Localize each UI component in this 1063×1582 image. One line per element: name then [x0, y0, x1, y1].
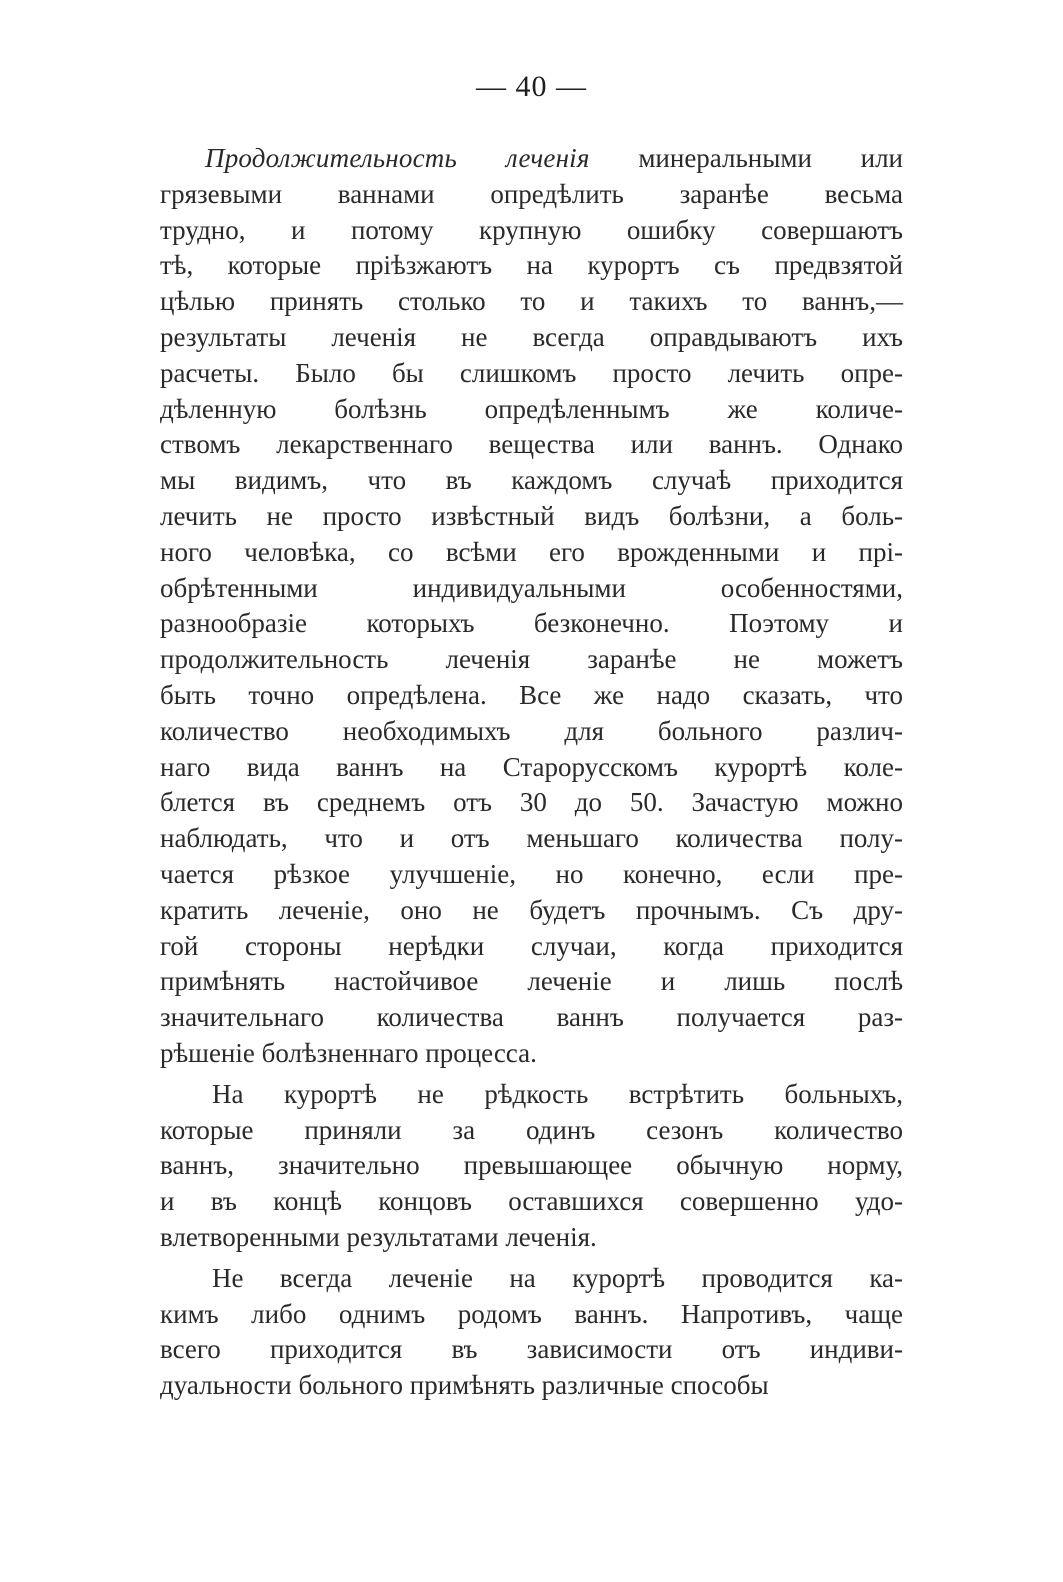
line-text: значительнаго количества ваннъ получается раз-: [160, 1002, 903, 1033]
text-line: [160, 1148, 903, 1184]
text-line: [160, 141, 903, 177]
text-line: [160, 427, 903, 463]
line-text: наблюдать, что и отъ меньшаго количества полу-: [160, 823, 903, 854]
line-text: Не всегда леченіе на курортѣ проводится ка-: [212, 1262, 903, 1293]
text-line: [160, 1368, 903, 1404]
line-text: обрѣтенными индивидуальными особенностями,: [160, 572, 903, 603]
text-line: [160, 893, 903, 929]
text-line: [160, 1332, 903, 1368]
line-text: количество необходимыхъ для больного различ-: [160, 715, 903, 746]
line-text: всего приходится въ зависимости отъ индиви-: [160, 1334, 903, 1365]
paragraph: [160, 1077, 903, 1256]
line-text: которые приняли за одинъ сезонъ количество: [160, 1114, 903, 1145]
text-line: [160, 1077, 903, 1113]
paragraph: [160, 141, 903, 1072]
line-text: рѣшеніе болѣзненнаго процесса.: [160, 1037, 537, 1068]
text-line: [160, 714, 903, 750]
text-line: [160, 1113, 903, 1149]
text-line: [160, 392, 903, 428]
text-line: [160, 356, 903, 392]
text-line: [160, 1036, 903, 1072]
line-text: результаты леченія не всегда оправдываютъ ихъ: [160, 321, 903, 352]
line-text: ваннъ, значительно превышающее обычную норму,: [160, 1150, 903, 1181]
line-text: влетворенными результатами леченія.: [160, 1221, 597, 1252]
paragraph: [160, 1261, 903, 1404]
body-text: [160, 141, 903, 1404]
text-line: [160, 284, 903, 320]
line-text: минеральными или: [589, 143, 903, 173]
text-line: [160, 571, 903, 607]
text-line: [160, 1261, 903, 1297]
text-line: [160, 177, 903, 213]
line-text: тѣ, которые пріѣзжаютъ на курортъ съ предвзятой: [160, 250, 903, 281]
text-line: [160, 606, 903, 642]
line-text: мы видимъ, что въ каждомъ случаѣ приходится: [160, 465, 903, 496]
text-line: [160, 499, 903, 535]
text-line: [160, 964, 903, 1000]
text-line: [160, 678, 903, 714]
line-text: дуальности больного примѣнять различные способы: [160, 1370, 769, 1401]
text-line: [160, 642, 903, 678]
line-text: лечить не просто извѣстный видъ болѣзни, а боль-: [160, 500, 903, 531]
text-line: [160, 213, 903, 249]
line-text: примѣнять настойчивое леченіе и лишь послѣ: [160, 966, 903, 997]
line-text: и въ концѣ концовъ оставшихся совершенно удо-: [160, 1186, 903, 1217]
line-text: блется въ среднемъ отъ 30 до 50. Зачастую можно: [160, 787, 903, 818]
line-text: трудно, и потому крупную ошибку совершаютъ: [160, 214, 903, 245]
line-text: кратить леченіе, оно не будетъ прочнымъ. Съ дру-: [160, 894, 903, 925]
emphasized-phrase: Продолжительность леченія: [205, 143, 590, 173]
line-text: наго вида ваннъ на Старорусскомъ курортѣ коле-: [160, 751, 903, 782]
page-number: — 40 —: [476, 70, 587, 103]
text-line: [160, 463, 903, 499]
line-text: ного человѣка, со всѣми его врожденными и прі-: [160, 536, 903, 567]
line-text: На курортѣ не рѣдкость встрѣтить больныхъ,: [212, 1078, 903, 1109]
line-text: чается рѣзкое улучшеніе, но конечно, если пре-: [160, 858, 903, 889]
text-line: [160, 750, 903, 786]
text-line: [160, 1220, 903, 1256]
line-text: расчеты. Было бы слишкомъ просто лечить опре-: [160, 357, 903, 388]
text-line: [160, 320, 903, 356]
text-line: [160, 1184, 903, 1220]
line-text: цѣлью принять столько то и такихъ то ваннъ,—: [160, 286, 903, 317]
line-text: быть точно опредѣлена. Все же надо сказать, что: [160, 679, 903, 710]
text-line: [160, 248, 903, 284]
line-text: ствомъ лекарственнаго вещества или ваннъ. Однако: [160, 429, 903, 460]
line-text: продолжительность леченія заранѣе не можетъ: [160, 644, 903, 675]
line-text: кимъ либо однимъ родомъ ваннъ. Напротивъ, чаще: [160, 1298, 903, 1329]
text-line: [160, 821, 903, 857]
text-line: [160, 1000, 903, 1036]
text-line: [160, 785, 903, 821]
line-text: грязевыми ваннами опредѣлить заранѣе весьма: [160, 178, 903, 209]
text-line: [160, 535, 903, 571]
text-line: [160, 857, 903, 893]
line-text: дѣленную болѣзнь опредѣленнымъ же количе-: [160, 393, 903, 424]
line-text: разнообразіе которыхъ безконечно. Поэтому и: [160, 608, 903, 639]
line-text: гой стороны нерѣдки случаи, когда приходится: [160, 930, 903, 961]
text-line: [160, 1297, 903, 1333]
text-line: [160, 929, 903, 965]
